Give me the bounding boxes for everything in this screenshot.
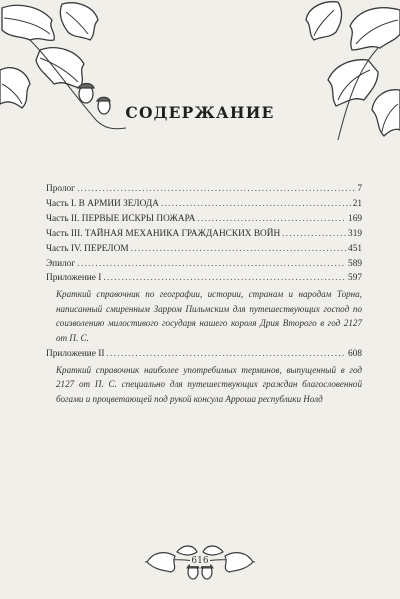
toc-entry-page: 169 <box>348 213 362 224</box>
toc-entry-description: Краткий справочник по географии, истории, странам и народам Торна, написанный смиренным Зарром Пильмским для путешествующих господ по соизволению милостивого государя нашего короля Дрия Второго в год 2127 от П. С. <box>56 289 362 343</box>
toc-entry-page: 7 <box>357 184 362 194</box>
toc-entry-part-1 <box>46 197 362 212</box>
page-number <box>0 556 400 566</box>
toc-entry-page: 451 <box>348 243 362 254</box>
toc-entry-part-2 <box>46 212 362 227</box>
toc-entry-page: 597 <box>348 273 362 284</box>
leader-dots <box>103 271 346 286</box>
toc-entry-label: Часть IV. ПЕРЕЛОМ <box>46 243 129 254</box>
toc-entry-part-3 <box>46 227 362 242</box>
leader-dots <box>77 257 346 272</box>
toc-entry-page: 319 <box>348 228 362 239</box>
leader-dots <box>161 197 351 212</box>
leader-dots <box>131 242 346 257</box>
toc-entry-prologue <box>46 182 362 197</box>
toc-entry-label: Часть I. В АРМИИ ЗЕЛОДА <box>46 198 159 209</box>
toc-entry-label: Часть II. ПЕРВЫЕ ИСКРЫ ПОЖАРА <box>46 213 196 224</box>
toc-entry-part-4 <box>46 242 362 257</box>
toc-entry-label: Приложение II <box>46 348 105 359</box>
table-of-contents <box>46 182 362 408</box>
toc-entry-appendix-2 <box>46 347 362 362</box>
toc-entry-label: Эпилог <box>46 258 76 269</box>
leader-dots <box>197 212 346 227</box>
leader-dots <box>77 182 355 197</box>
toc-entry-page: 21 <box>352 198 362 209</box>
toc-entry-page: 589 <box>348 258 362 269</box>
toc-entry-label: Приложение I <box>46 273 102 284</box>
toc-entry-label: Часть III. ТАЙНАЯ МЕХАНИКА ГРАЖДАНСКИХ ВОЙН <box>46 228 281 239</box>
toc-entry-epilogue <box>46 257 362 272</box>
page-number-text: 616 <box>191 556 209 566</box>
page-title: СОДЕРЖАНИЕ <box>125 103 275 122</box>
toc-entry-page: 608 <box>348 348 362 359</box>
toc-entry-label: Пролог <box>46 184 75 194</box>
oak-leaves-top-right-icon <box>278 0 400 150</box>
leader-dots <box>106 347 346 362</box>
toc-entry-description: Краткий справочник наиболее употребимых терминов, выпущенный в год 2127 от П. С. специально для путешествующих граждан благословенной богами и процветающей под рукой консула Арроша республики Нолд <box>56 364 362 404</box>
leader-dots <box>282 227 346 242</box>
toc-entry-appendix-1 <box>46 271 362 286</box>
